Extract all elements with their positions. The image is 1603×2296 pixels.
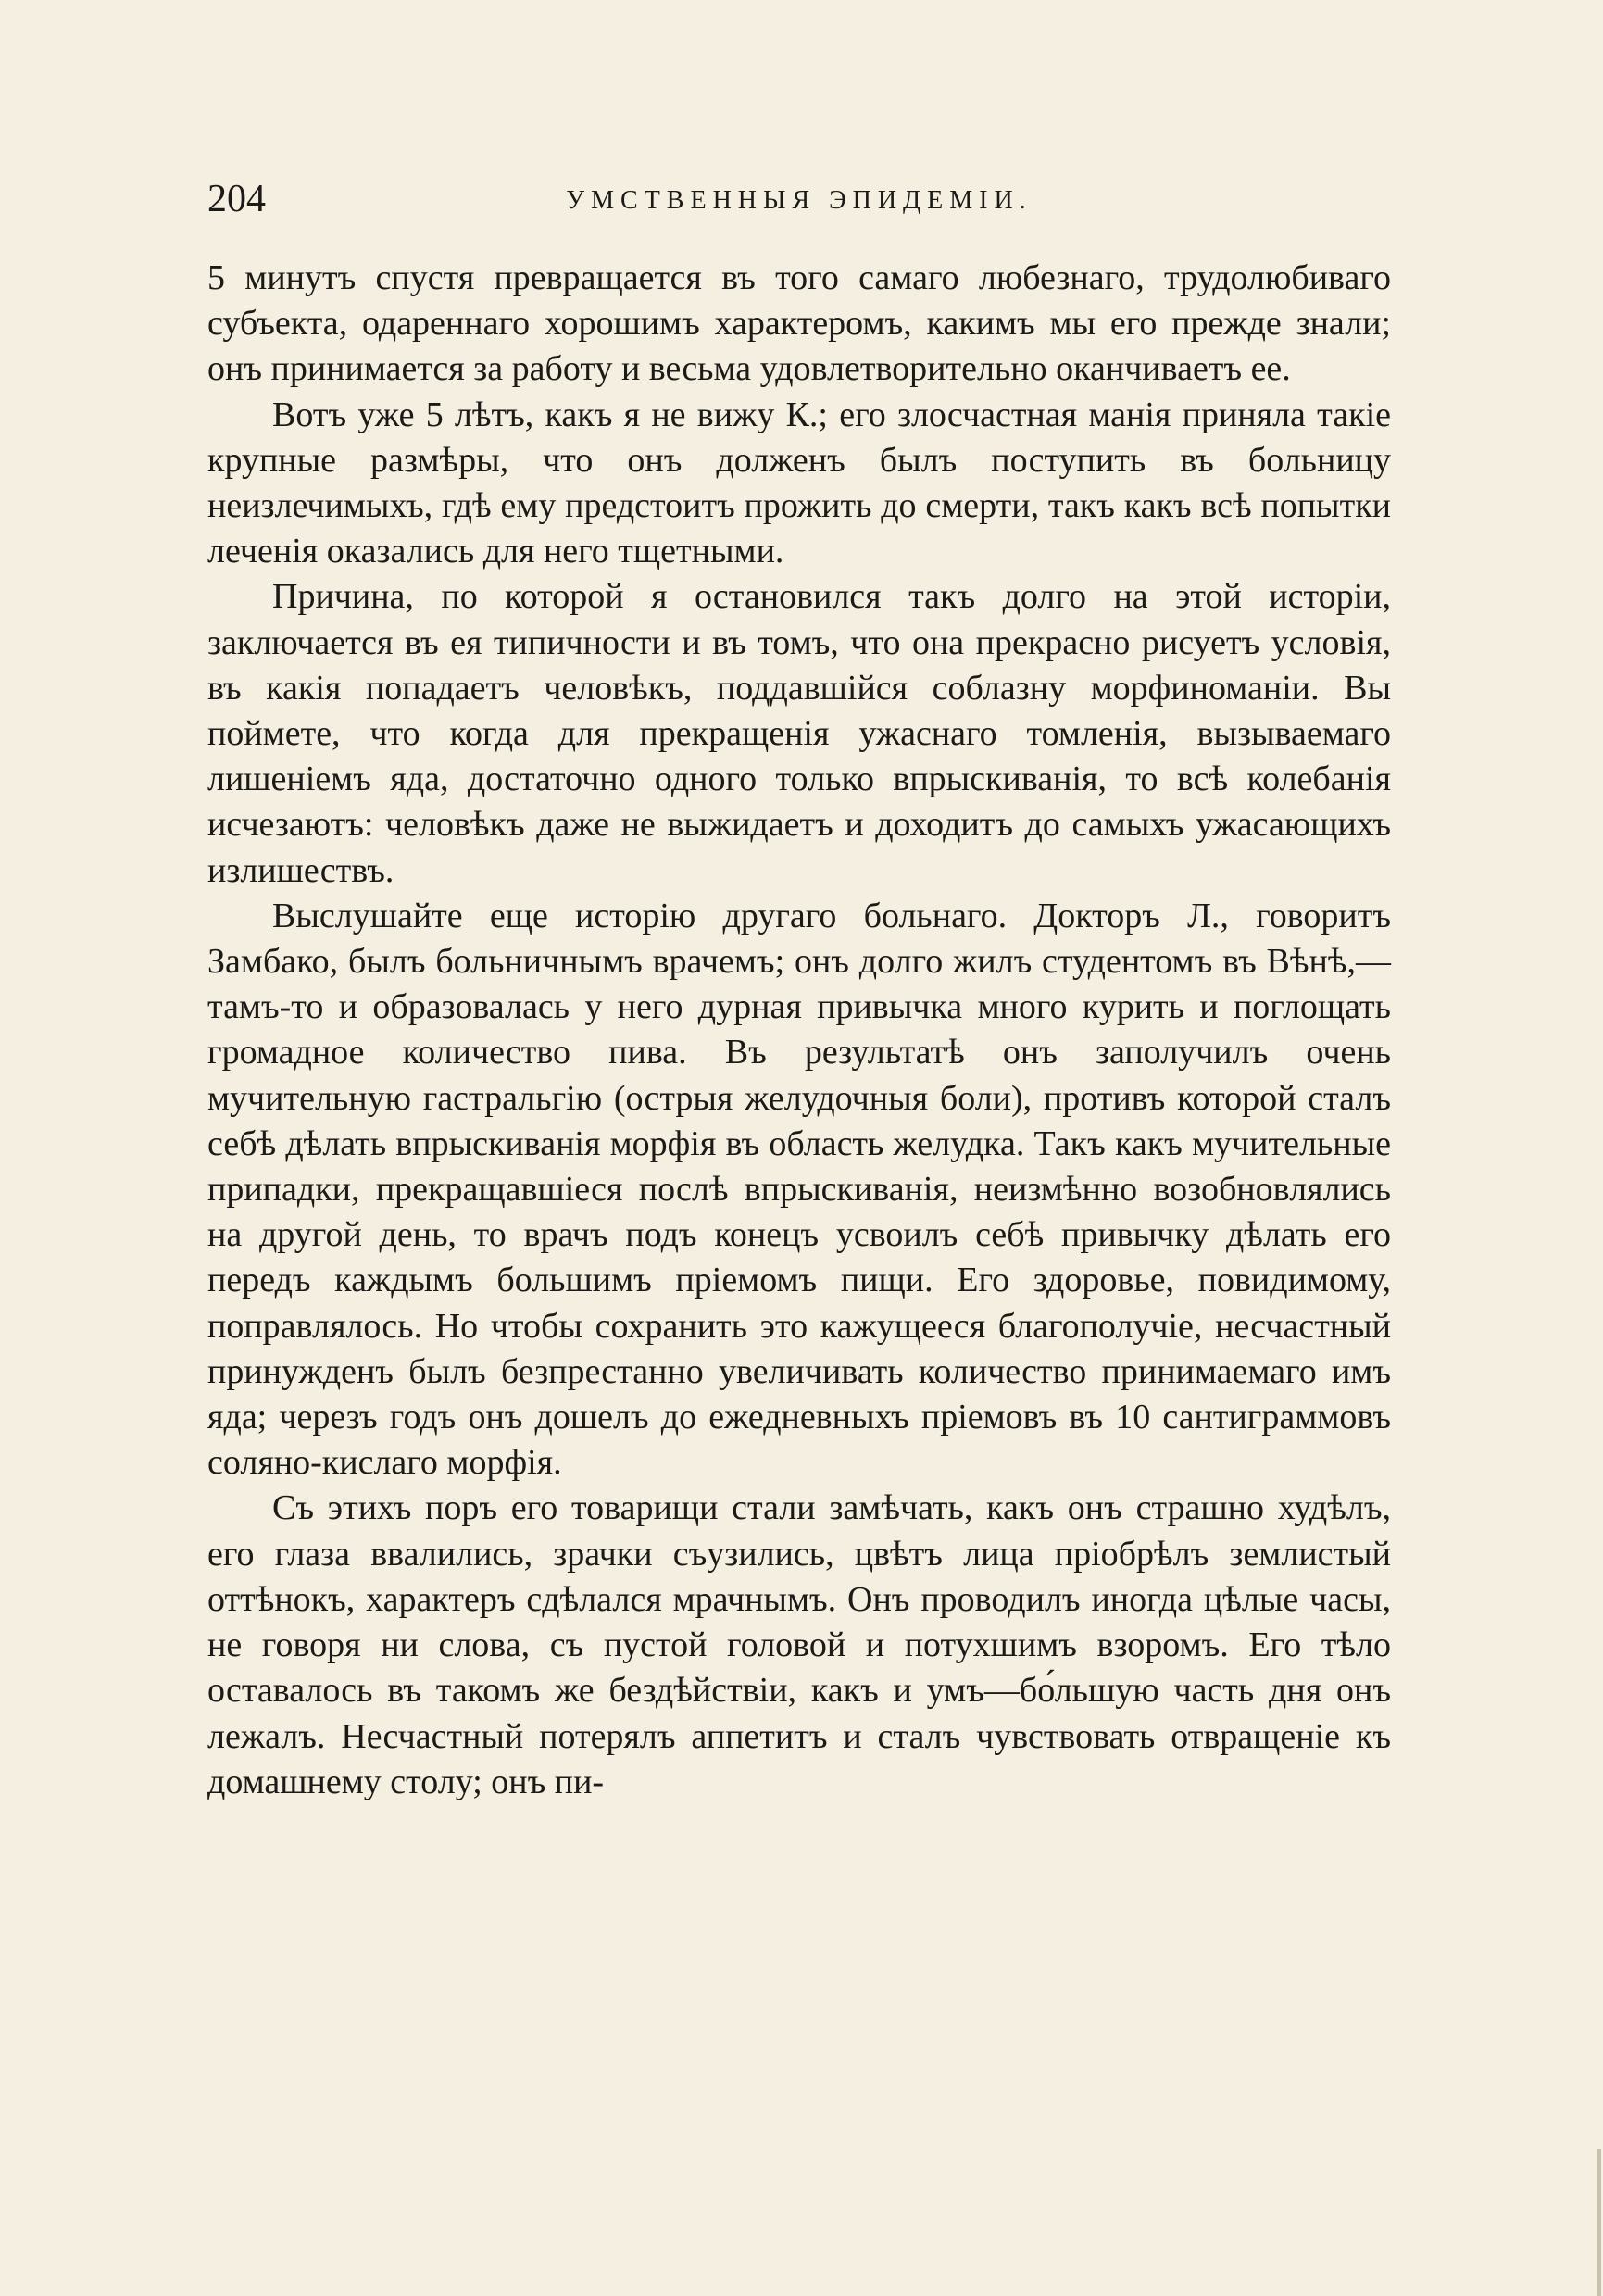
paragraph: Съ этихъ поръ его товарищи стали замѣчать, какъ онъ страшно худѣлъ, его глаза ввалились, зрачки съузились, цвѣтъ лица пріобрѣлъ землистый оттѣнокъ, характеръ сдѣлался мрачнымъ. Онъ проводилъ иногда цѣлые часы, не говоря ни слова, съ пустой головой и потухшимъ взоромъ. Его тѣло оставалось въ такомъ же бездѣйствіи, какъ и умъ—бо́льшую часть дня онъ лежалъ. Несчастный потерялъ аппетитъ и сталъ чувствовать отвращеніе къ домашнему столу; онъ пи-	[207, 1488, 1391, 1801]
running-head: УМСТВЕННЫЯ ЭПИДЕМІИ.	[566, 186, 1033, 215]
paragraph: Причина, по которой я остановился такъ долго на этой исторіи, заключается въ ея типичности и въ томъ, что она прекрасно рисуетъ условія, въ какія попадаетъ человѣкъ, поддавшійся соблазну морфиноманіи. Вы поймете, что когда для прекращенія ужаснаго томленія, вызываемаго лишеніемъ яда, достаточно одного только впрыскиванія, то всѣ колебанія исчезаютъ: человѣкъ даже не выжидаетъ и доходитъ до самыхъ ужасающихъ излишествъ.	[207, 577, 1391, 890]
scan-edge-mark	[1597, 2149, 1601, 2296]
body-text	[207, 256, 1391, 1805]
page-header	[207, 176, 1391, 222]
page-number: 204	[207, 178, 266, 220]
paragraph: Вотъ уже 5 лѣтъ, какъ я не вижу К.; его злосчастная манія приняла такіе крупные размѣры, что онъ долженъ былъ поступить въ больницу неизлечимыхъ, гдѣ ему предстоитъ прожить до смерти, такъ какъ всѣ попытки леченія оказались для него тщетными.	[207, 395, 1391, 571]
paragraph: 5 минутъ спустя превращается въ того самаго любезнаго, трудолюбиваго субъекта, одареннаго хорошимъ характеромъ, какимъ мы его прежде знали; онъ принимается за работу и весьма удовлетворительно оканчиваетъ ее.	[207, 258, 1391, 389]
paragraph: Выслушайте еще исторію другаго больнаго. Докторъ Л., говоритъ Замбако, былъ больничнымъ врачемъ; онъ долго жилъ студентомъ въ Вѣнѣ,—тамъ-то и образовалась у него дурная привычка много курить и поглощать громадное количество пива. Въ результатѣ онъ заполучилъ очень мучительную гастральгію (острыя желудочныя боли), противъ которой сталъ себѣ дѣлать впрыскиванія морфія въ область желудка. Такъ какъ мучительные припадки, прекращавшіеся послѣ впрыскиванія, неизмѣнно возобновлялись на другой день, то врачъ подъ конецъ усвоилъ себѣ привычку дѣлать его передъ каждымъ большимъ пріемомъ пищи. Его здоровье, повидимому, поправлялось. Но чтобы сохранить это кажущееся благополучіе, несчастный принужденъ былъ безпрестанно увеличивать количество принимаемаго имъ яда; черезъ годъ онъ дошелъ до ежедневныхъ пріемовъ въ 10 сантиграммовъ соляно-кислаго морфія.	[207, 896, 1391, 1483]
